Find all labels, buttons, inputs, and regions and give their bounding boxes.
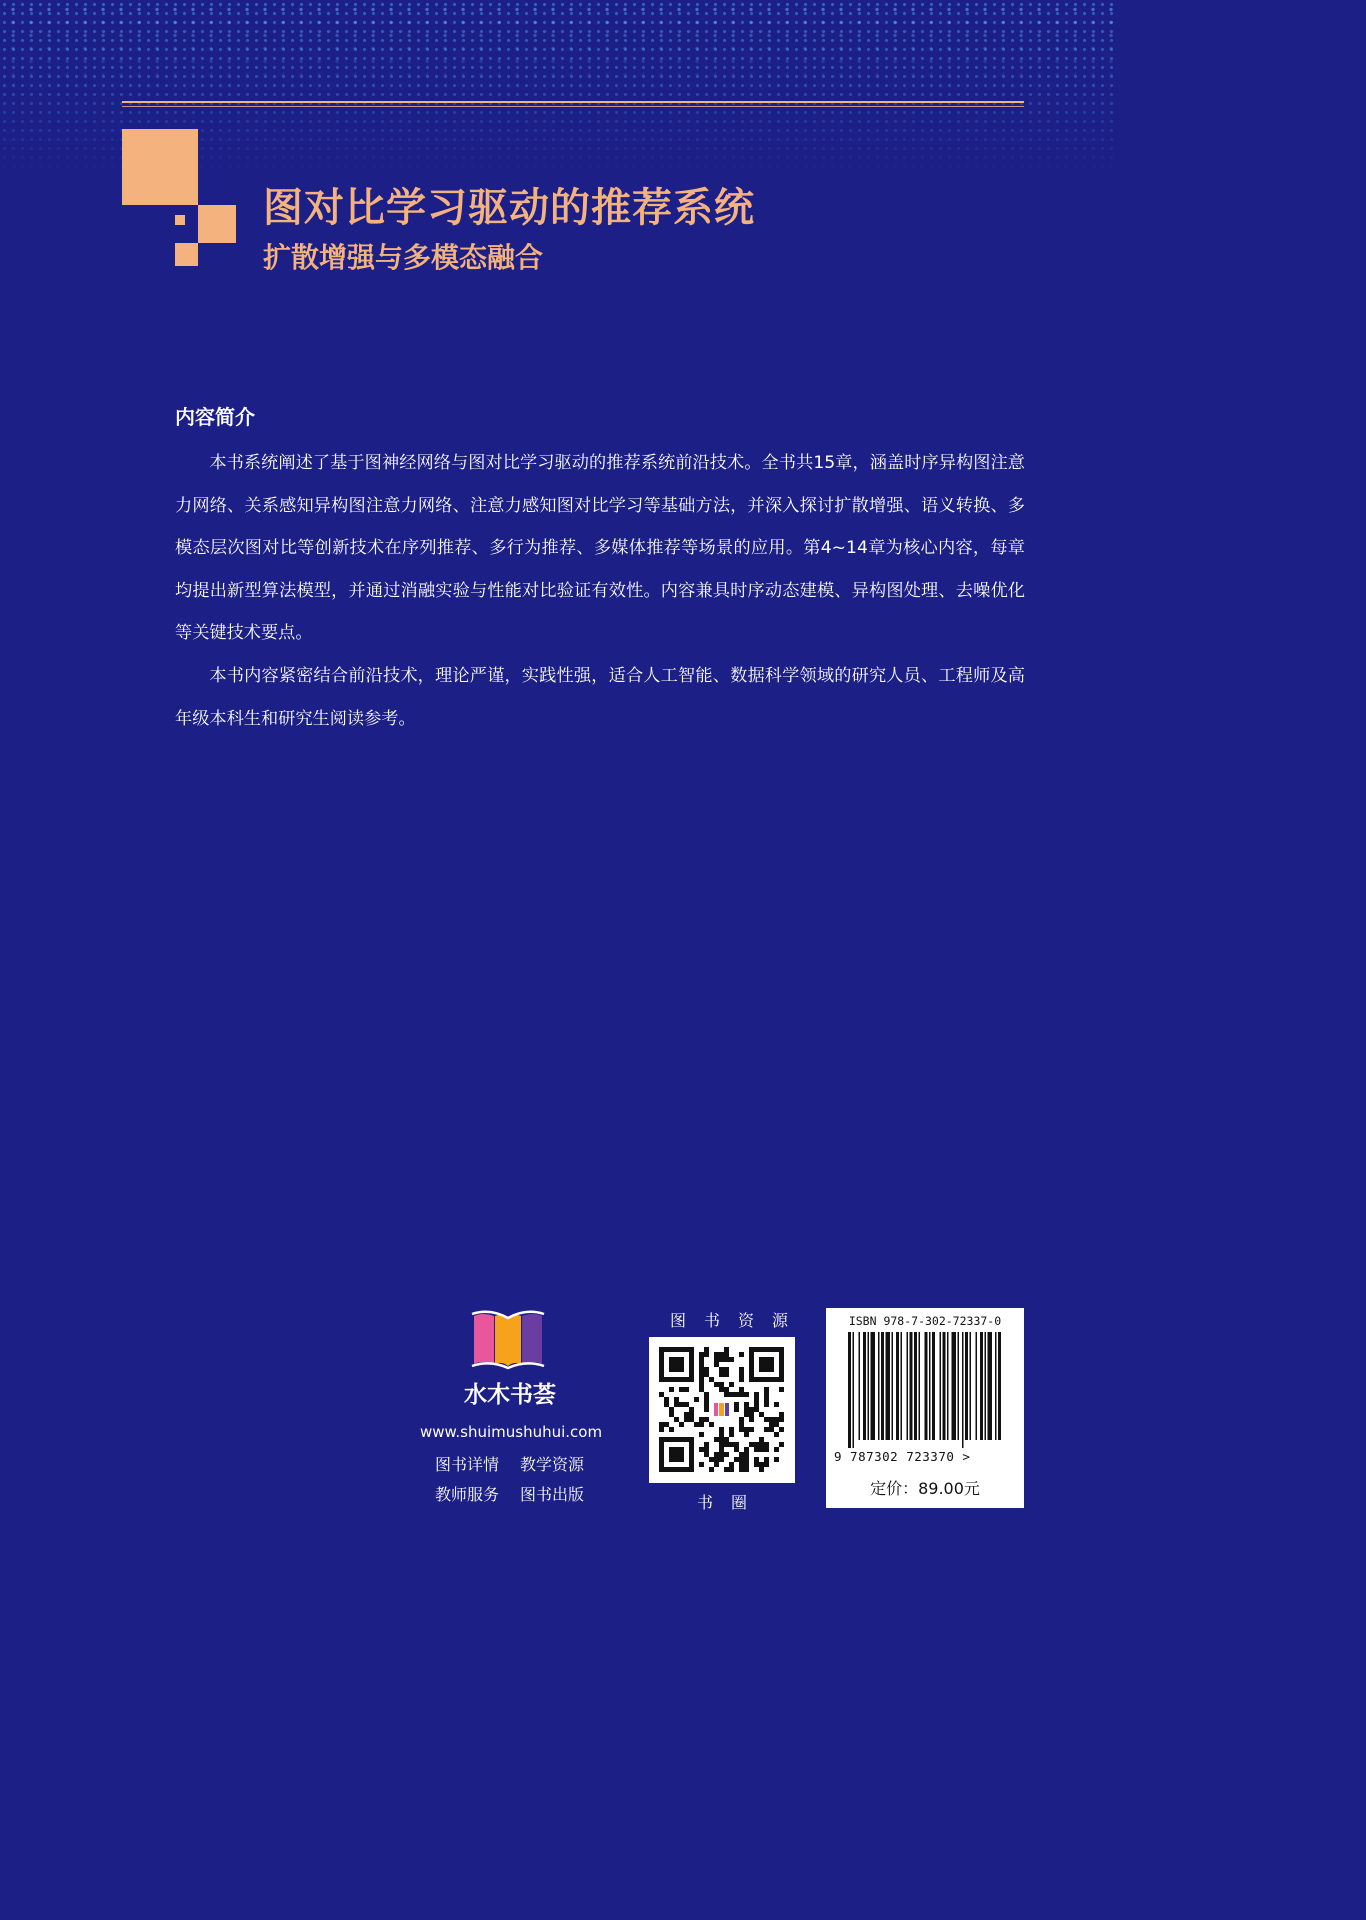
intro-paragraph: 本书内容紧密结合前沿技术，理论严谨，实践性强，适合人工智能、数据科学领域的研究人员、工程师及高年级本科生和研究生阅读参考。 xyxy=(175,665,1025,729)
publisher-link-book-details[interactable]: 图书详情 xyxy=(435,1455,500,1474)
intro-heading: 内容简介 xyxy=(175,405,255,429)
book-subtitle: 扩散增强与多模态融合 xyxy=(263,241,544,274)
publisher-name: 水木书荟 xyxy=(464,1381,556,1408)
publisher-url[interactable]: www.shuimushuhui.com xyxy=(419,1423,603,1441)
intro-body xyxy=(175,442,1025,740)
price-label: 定价：89.00元 xyxy=(870,1479,980,1498)
header-rule xyxy=(122,101,1024,103)
qr-code[interactable] xyxy=(649,1337,795,1483)
isbn-barcode-block xyxy=(826,1308,1024,1508)
header-rule-thin xyxy=(122,106,1024,107)
book-title: 图对比学习驱动的推荐系统 xyxy=(263,185,755,231)
dotted-texture-highlight xyxy=(0,0,1116,90)
publisher-link-book-publishing[interactable]: 图书出版 xyxy=(520,1485,585,1504)
open-book-logo-icon xyxy=(470,1310,546,1370)
isbn-label: ISBN 978-7-302-72337-0 xyxy=(848,1314,1002,1328)
intro-paragraph: 本书系统阐述了基于图神经网络与图对比学习驱动的推荐系统前沿技术。全书共15章，涵盖时序异构图注意力网络、关系感知异构图注意力网络、注意力感知图对比学习等基础方法，并深入探讨扩散增强、语义转换、多模态层次图对比等创新技术在序列推荐、多行为推荐、多媒体推荐等场景的应用。第4~14章为核心内容，每章均提出新型算法模型，并通过消融实验与性能对比验证有效性。内容兼具时序动态建模、异构图处理、去噪优化等关键技术要点。 xyxy=(175,453,1025,644)
qr-label-bottom: 书圈 xyxy=(696,1493,765,1512)
barcode-icon xyxy=(846,1332,1006,1448)
publisher-link-teacher-services[interactable]: 教师服务 xyxy=(435,1485,500,1504)
publisher-link-teaching-resources[interactable]: 教学资源 xyxy=(520,1455,585,1474)
qr-label-top: 图书资源 xyxy=(670,1311,807,1330)
ean-digits: 9 787302 723370 > xyxy=(834,1449,971,1464)
qr-code-icon xyxy=(649,1337,795,1483)
